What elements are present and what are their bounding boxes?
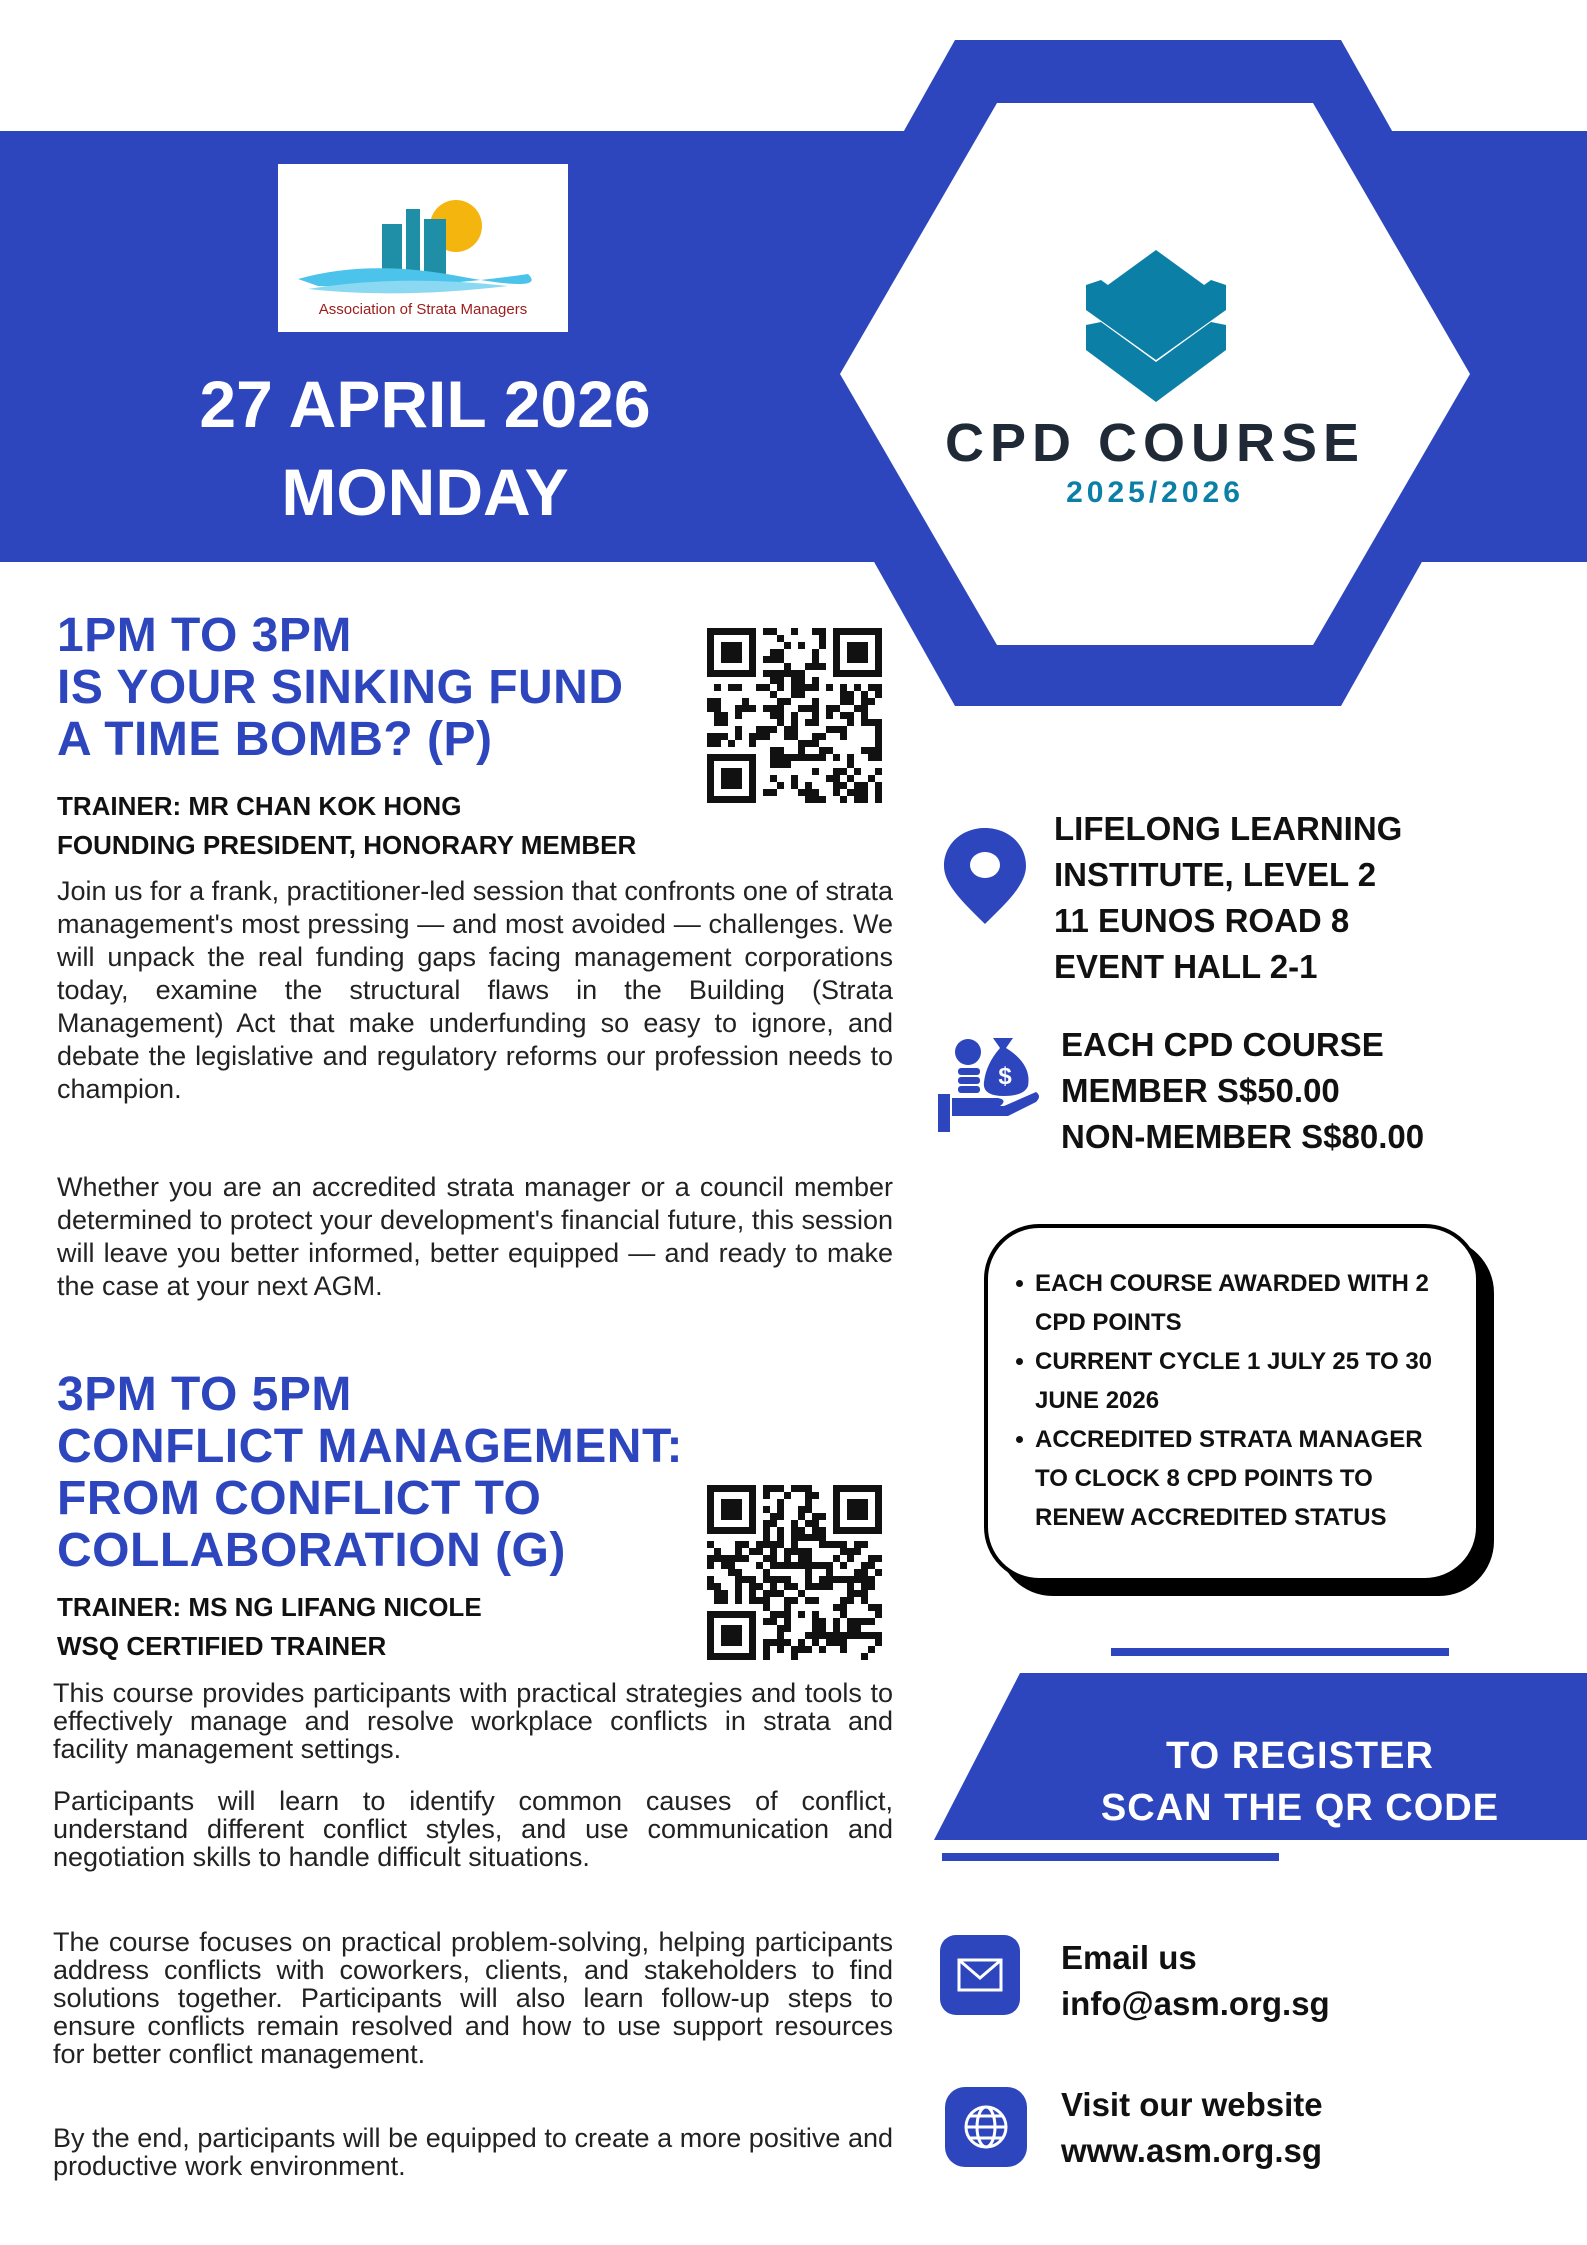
venue-address: LIFELONG LEARNING INSTITUTE, LEVEL 2 11 EUNOS ROAD 8 EVENT HALL 2-1	[1054, 810, 1403, 985]
session2-trainer: TRAINER: MS NG LIFANG NICOLE	[57, 1592, 482, 1622]
note-item: EACH COURSE AWARDED WITH 2 CPD POINTS	[1016, 1264, 1456, 1342]
session2-title-line: FROM CONFLICT TO	[57, 1472, 542, 1525]
email-icon[interactable]	[940, 1935, 1020, 2015]
session2-title-line: CONFLICT MANAGEMENT:	[57, 1420, 683, 1473]
globe-icon[interactable]	[945, 2087, 1027, 2167]
session2-title-line: COLLABORATION (G)	[57, 1524, 566, 1577]
session1-title-line: A TIME BOMB? (P)	[57, 713, 493, 766]
session2-description: Participants will learn to identify common causes of conflict, understand different conflict styles, and use communication and negotiation skills to handle difficult situations.	[53, 1786, 893, 1872]
session1-description: Join us for a frank, practitioner-led session that confronts one of strata management's most pressing — and most avoided — challenges. We will unpack the real funding gaps facing management corporations today, examine the structural flaws in the Building (Strata Management) Act that make underfunding so easy to ignore, and debate the legislative and regulatory reforms our profession needs to champion.	[57, 876, 893, 1104]
session1-title-line: IS YOUR SINKING FUND	[57, 661, 624, 714]
website-contact: Visit our website www.asm.org.sg	[1061, 2082, 1323, 2174]
session2-description: The course focuses on practical problem-solving, helping participants address conflicts with coworkers, clients, and stakeholders to find solutions together. Participants will also learn follow-up steps to ensure conflicts remain resolved and how to use support resources for better conflict management.	[53, 1927, 893, 2069]
email-contact: Email us info@asm.org.sg	[1061, 1935, 1330, 2027]
session1-trainer-role: FOUNDING PRESIDENT, HONORARY MEMBER	[57, 830, 637, 860]
note-item: CURRENT CYCLE 1 JULY 25 TO 30 JUNE 2026	[1016, 1342, 1456, 1420]
session2-time: 3PM TO 5PM	[57, 1368, 352, 1421]
note-item: ACCREDITED STRATA MANAGER TO CLOCK 8 CPD POINTS TO RENEW ACCREDITED STATUS	[1016, 1420, 1456, 1537]
session1-description: Whether you are an accredited strata manager or a council member determined to protect your development's financial future, this session will leave you better informed, better equipped — and ready to make the case at your next AGM.	[57, 1172, 893, 1301]
pricing: EACH CPD COURSE MEMBER S$50.00 NON-MEMBER S$80.00	[1061, 1026, 1425, 1155]
website-link[interactable]: www.asm.org.sg	[1061, 2132, 1323, 2169]
svg-text:Association of Strata Managers: Association of Strata Managers	[318, 301, 528, 318]
event-date: 27 APRIL 2026	[199, 367, 651, 441]
session1-trainer: TRAINER: MR CHAN KOK HONG	[57, 791, 462, 821]
cpd-cycle: 2025/2026	[1066, 476, 1244, 509]
divider	[942, 1853, 1279, 1861]
session2-trainer-role: WSQ CERTIFIED TRAINER	[57, 1631, 387, 1661]
session1-time: 1PM TO 3PM	[57, 609, 352, 662]
cpd-course-title: CPD COURSE	[944, 413, 1366, 473]
svg-text:$: $	[998, 1063, 1012, 1090]
session2-description: This course provides participants with practical strategies and tools to effectively manage and resolve workplace conflicts in strata and facility management settings.	[53, 1678, 893, 1764]
email-link[interactable]: info@asm.org.sg	[1061, 1985, 1330, 2022]
register-text: TO REGISTER SCAN THE QR CODE	[1100, 1735, 1500, 1829]
session2-description: By the end, participants will be equipped to create a more positive and productive work environment.	[53, 2123, 893, 2181]
event-day: MONDAY	[281, 455, 569, 529]
